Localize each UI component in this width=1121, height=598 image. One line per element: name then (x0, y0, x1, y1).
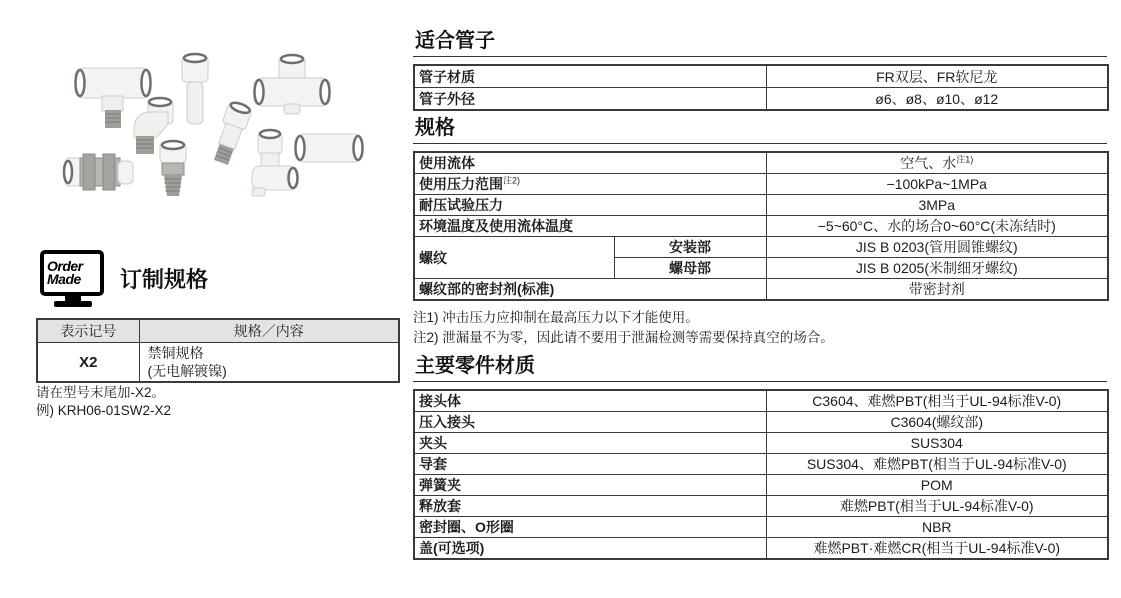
row-value: NBR (766, 516, 1108, 537)
table-row (414, 474, 1108, 495)
row-value: SUS304 (766, 432, 1108, 453)
spec-row-temperature (414, 216, 1108, 237)
spec-note-1: 注1) 冲击压力应抑制在最高压力以下才能使用。 (413, 310, 699, 325)
spec-section-title: 规格 (413, 111, 1107, 144)
row-label: 弹簧夹 (414, 474, 766, 495)
row-label: 密封圈、O形圈 (414, 516, 766, 537)
row-value: C3604(螺纹部) (766, 411, 1108, 432)
order-spec-table-wrap (36, 318, 398, 383)
row-label: 夹头 (414, 432, 766, 453)
row-label: 压入接头 (414, 411, 766, 432)
row-label: 导套 (414, 453, 766, 474)
order-made-icon-text-1: Order (47, 257, 83, 274)
row-value: JIS B 0203(管用圆锥螺纹) (766, 237, 1108, 258)
spec-row-fluid (414, 152, 1108, 174)
spec-note-2: 注2) 泄漏量不为零，因此请不要用于泄漏检测等需要保持真空的场合。 (413, 330, 834, 346)
materials-table (413, 389, 1109, 560)
row-value: −100kPa~1MPa (766, 174, 1108, 195)
thread-sub-label: 安装部 (614, 237, 766, 258)
row-label: 使用流体 (414, 152, 766, 174)
male-connector-fitting-icon (160, 141, 186, 196)
spec-column (413, 24, 1107, 560)
table-row (414, 432, 1108, 453)
order-desc-cell (139, 343, 399, 383)
table-row (414, 516, 1108, 537)
note-ref-1: 注1) (956, 154, 974, 165)
order-spec-table (36, 318, 400, 383)
order-table-row-x2 (37, 343, 399, 383)
monitor-base (54, 301, 92, 307)
row-label: 盖(可选项) (414, 537, 766, 559)
spec-row-proof-pressure (414, 195, 1108, 216)
row-label: 接头体 (414, 390, 766, 412)
order-made-icon-text-2: Made (47, 271, 81, 287)
table-row (414, 495, 1108, 516)
order-table-header-row (37, 319, 399, 343)
row-value: 带密封剂 (766, 279, 1108, 301)
order-note-2: 例) KRH06-01SW2-X2 (36, 403, 172, 419)
table-row (414, 88, 1108, 111)
union-fitting-icon (295, 134, 363, 162)
bulkhead-fitting-icon (64, 154, 133, 190)
row-value: POM (766, 474, 1108, 495)
row-value: 难燃PBT(相当于UL-94标准V-0) (766, 495, 1108, 516)
elbow45-fitting-icon (209, 100, 253, 166)
row-label: 环境温度及使用流体温度 (414, 216, 766, 237)
row-value: −5~60°C、水的场合0~60°C(未冻结时) (766, 216, 1108, 237)
order-made-icon (40, 250, 106, 307)
spec-table (413, 151, 1109, 301)
row-label: 螺纹部的密封剂(标准) (414, 279, 766, 301)
row-label: 释放套 (414, 495, 766, 516)
tubing-table (413, 64, 1109, 111)
row-value: FR双层、FR软尼龙 (766, 65, 1108, 88)
row-value: 3MPa (766, 195, 1108, 216)
table-row (414, 65, 1108, 88)
note-ref-2: 注2) (503, 175, 521, 186)
row-label: 使用压力范围$^{注2)}$ (414, 174, 766, 195)
tee-fitting-icon (254, 55, 330, 114)
order-col-spec-header: 规格／内容 (139, 319, 399, 343)
spec-row-thread-mount (414, 237, 1108, 258)
row-value: 难燃PBT·难燃CR(相当于UL-94标准V-0) (766, 537, 1108, 559)
reducer-fitting-icon (182, 54, 208, 124)
table-row (414, 390, 1108, 412)
table-row (414, 453, 1108, 474)
row-label: 耐压试验压力 (414, 195, 766, 216)
row-label: 管子材质 (414, 65, 766, 88)
thread-label: 螺纹 (414, 237, 614, 279)
row-label: 管子外径 (414, 88, 766, 111)
order-notes (36, 384, 171, 420)
table-row (414, 537, 1108, 559)
order-note-1: 请在型号末尾加-X2。 (36, 385, 166, 400)
table-row (414, 411, 1108, 432)
row-value: C3604、难燃PBT(相当于UL-94标准V-0) (766, 390, 1108, 412)
order-desc-line2: (无电解镀镍) (147, 363, 227, 380)
row-value: 空气、水$^{注1)}$ (766, 152, 1108, 174)
thread-sub-label: 螺母部 (614, 258, 766, 279)
order-made-block (40, 250, 208, 307)
order-made-heading: 订制规格 (120, 267, 209, 292)
order-desc-line1: 禁铜规格 (147, 345, 204, 361)
order-col-symbol-header: 表示记号 (37, 319, 139, 343)
product-photo-fittings (30, 8, 390, 233)
order-code-cell: X2 (37, 343, 139, 383)
row-value: JIS B 0205(米制细牙螺纹) (766, 258, 1108, 279)
spec-notes (413, 308, 1107, 349)
row-value: ø6、ø8、ø10、ø12 (766, 88, 1108, 111)
materials-section-title: 主要零件材质 (413, 349, 1107, 382)
tubing-section-title: 适合管子 (413, 24, 1107, 57)
row-value: SUS304、难燃PBT(相当于UL-94标准V-0) (766, 453, 1108, 474)
spec-row-pressure-range (414, 174, 1108, 195)
spec-row-sealant (414, 279, 1108, 301)
run-tee-fitting-icon (252, 130, 298, 196)
